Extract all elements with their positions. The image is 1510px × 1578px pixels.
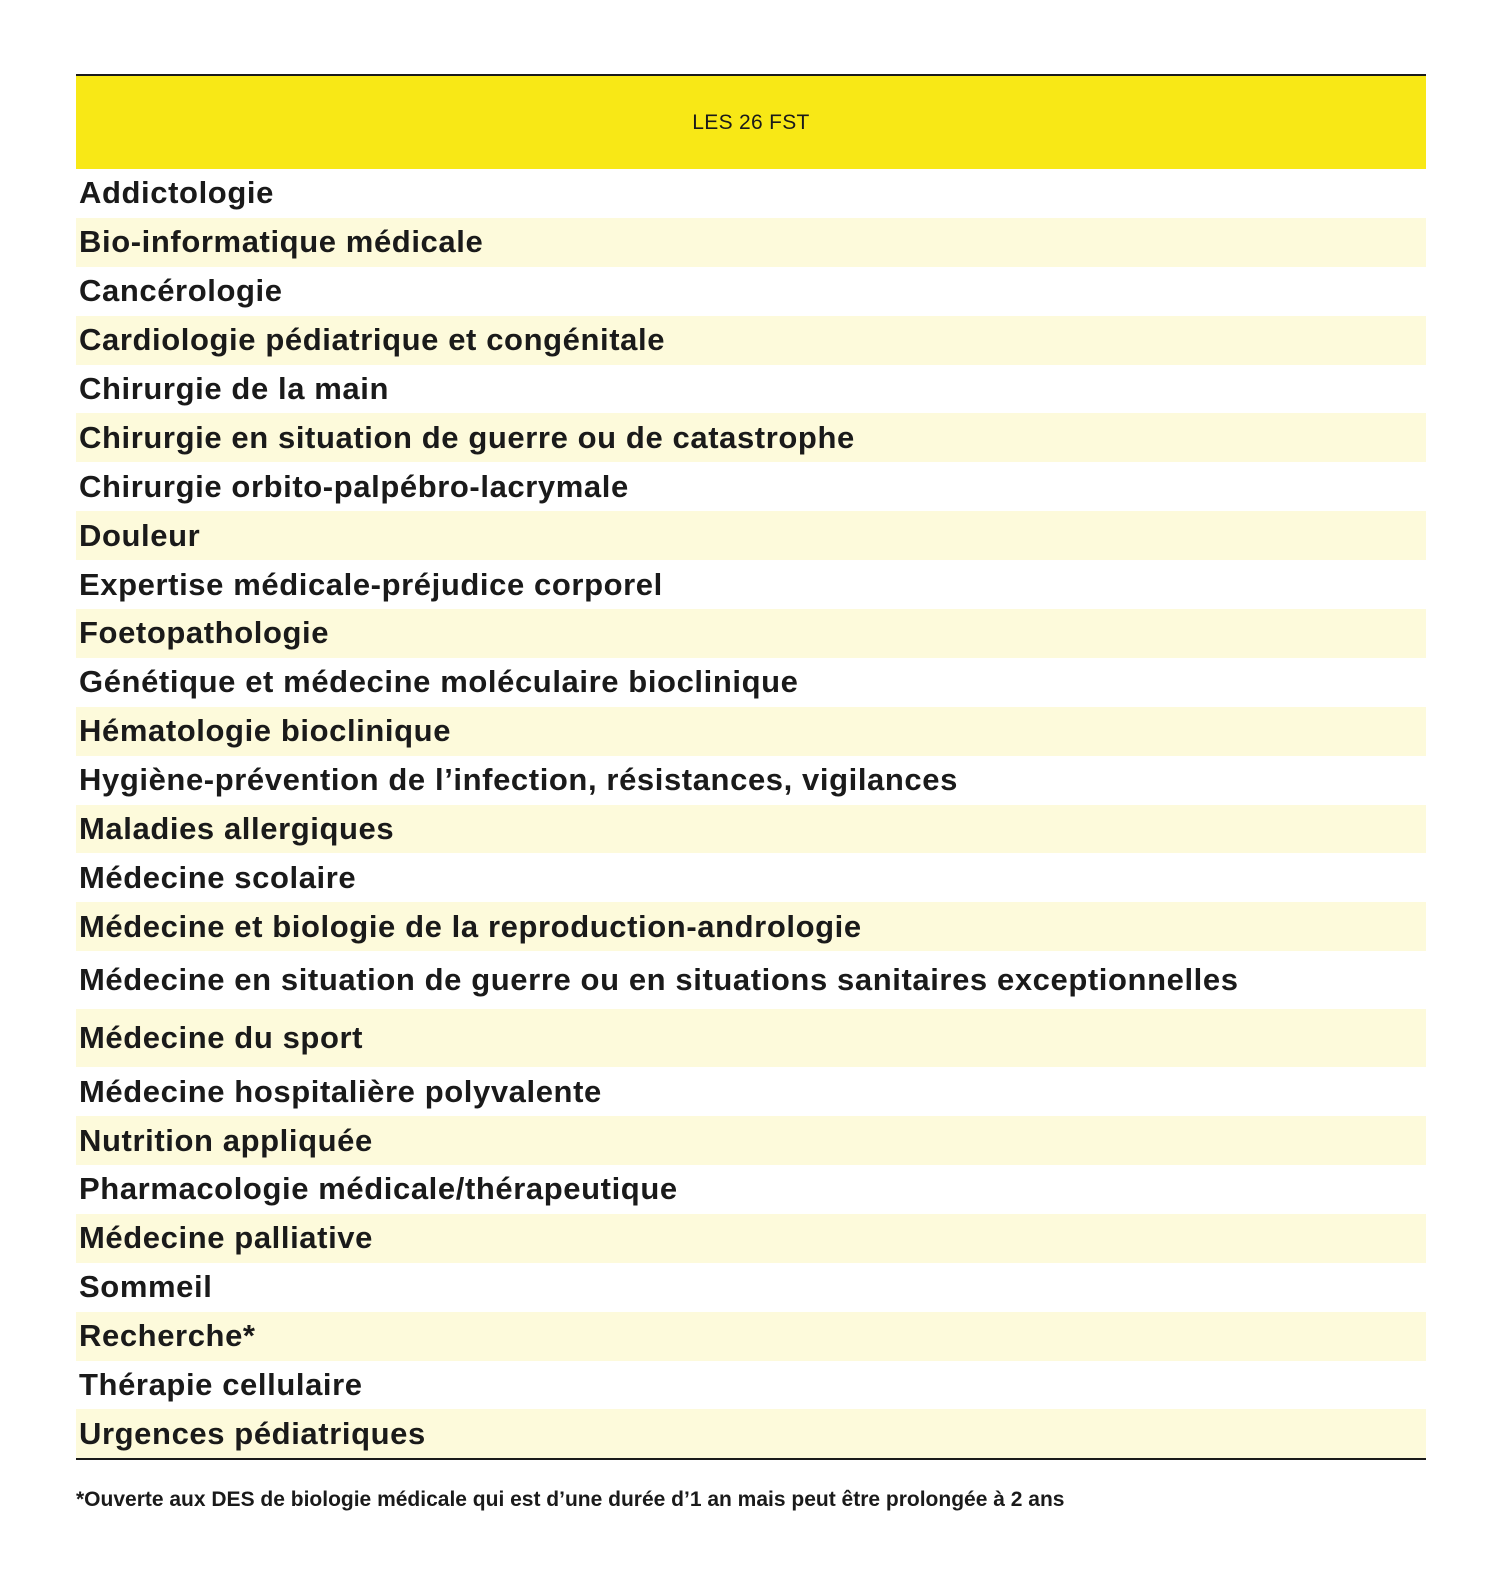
fst-table bbox=[76, 74, 1426, 1460]
table-row bbox=[76, 951, 1426, 1009]
table-row-label: Hygiène-prévention de l’infection, résistances, vigilances bbox=[79, 762, 958, 798]
table-row bbox=[76, 1009, 1426, 1067]
table-row bbox=[76, 902, 1426, 951]
table-row bbox=[76, 853, 1426, 902]
table-row bbox=[76, 1361, 1426, 1410]
table-row-label: Chirurgie de la main bbox=[79, 371, 390, 406]
table-row bbox=[76, 511, 1426, 560]
table-bottom-rule bbox=[76, 1458, 1426, 1460]
table-row-label: Foetopathologie bbox=[79, 615, 330, 651]
table-row bbox=[76, 218, 1426, 267]
table-row bbox=[76, 1067, 1426, 1116]
table-row-label: Recherche* bbox=[79, 1318, 256, 1354]
table-row-label: Pharmacologie médicale/thérapeutique bbox=[79, 1171, 678, 1207]
table-row-label: Médecine du sport bbox=[79, 1020, 364, 1056]
table-row bbox=[76, 1409, 1426, 1458]
table-row bbox=[76, 756, 1426, 805]
table-row-label: Urgences pédiatriques bbox=[79, 1415, 426, 1451]
table-row-label: Génétique et médecine moléculaire bioclinique bbox=[79, 664, 799, 700]
table-row bbox=[76, 413, 1426, 462]
table-row-label: Cancérologie bbox=[79, 273, 283, 309]
table-row-label: Médecine et biologie de la reproduction-andrologie bbox=[79, 908, 862, 944]
table-row-label: Nutrition appliquée bbox=[79, 1122, 373, 1158]
table-row bbox=[76, 1165, 1426, 1214]
table-row bbox=[76, 316, 1426, 365]
table-row bbox=[76, 1214, 1426, 1263]
table-row bbox=[76, 462, 1426, 511]
table-header bbox=[76, 76, 1426, 169]
table-row-label: Cardiologie pédiatrique et congénitale bbox=[79, 322, 666, 358]
table-row bbox=[76, 365, 1426, 414]
table-row-label: Chirurgie orbito-palpébro-lacrymale bbox=[79, 468, 629, 504]
table-row-label: Thérapie cellulaire bbox=[79, 1367, 363, 1403]
table-row-label: Médecine scolaire bbox=[79, 859, 357, 895]
table-row-label: Médecine hospitalière polyvalente bbox=[79, 1073, 602, 1109]
table-row bbox=[76, 169, 1426, 218]
table-row bbox=[76, 560, 1426, 609]
table-row bbox=[76, 805, 1426, 854]
table-row bbox=[76, 1263, 1426, 1312]
table-row bbox=[76, 658, 1426, 707]
table-row bbox=[76, 609, 1426, 658]
table-row-label: Douleur bbox=[79, 517, 201, 553]
table-row-label: Chirurgie en situation de guerre ou de catastrophe bbox=[79, 419, 855, 455]
table-row-label: Médecine palliative bbox=[79, 1220, 373, 1256]
table-row-label: Maladies allergiques bbox=[79, 811, 395, 847]
table-row bbox=[76, 707, 1426, 756]
table-header-label: LES 26 FST bbox=[692, 110, 810, 134]
table-row-label: Expertise médicale-préjudice corporel bbox=[79, 566, 663, 602]
table-row-label: Addictologie bbox=[79, 175, 274, 211]
table-row-label: Médecine en situation de guerre ou en situations sanitaires exceptionnelles bbox=[79, 962, 1239, 998]
table-row-label: Bio-informatique médicale bbox=[79, 224, 484, 260]
fst-list bbox=[76, 169, 1426, 1458]
footnote: *Ouverte aux DES de biologie médicale qui est d’une durée d’1 an mais peut être prolongée à 2 ans bbox=[76, 1488, 1065, 1511]
table-row bbox=[76, 1312, 1426, 1361]
table-row bbox=[76, 1116, 1426, 1165]
table-row-label: Hématologie bioclinique bbox=[79, 713, 452, 749]
table-row bbox=[76, 267, 1426, 316]
table-row-label: Sommeil bbox=[79, 1269, 213, 1305]
